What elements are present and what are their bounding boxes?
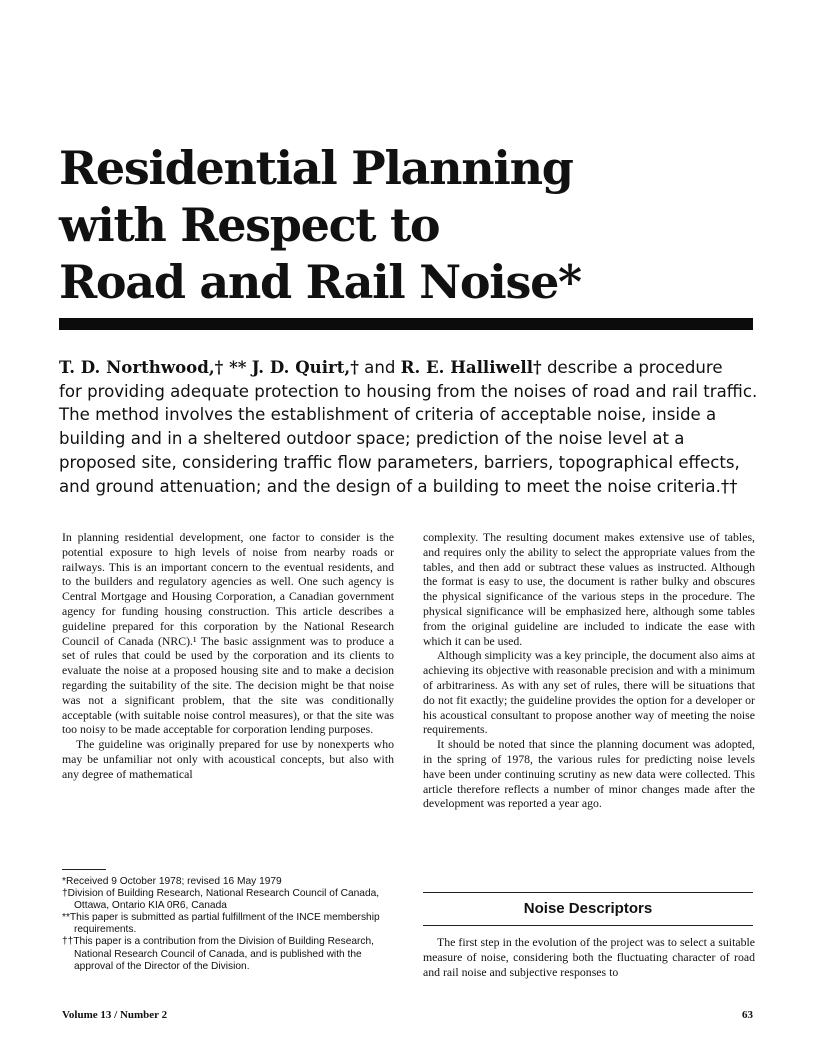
abstract-line: proposed site, considering traffic flow parameters, barriers, topographical effects,	[59, 452, 740, 472]
footnote: ††This paper is a contribution from the Division of Building Research, National Research Council of Canada, and is published with the approval of the Director of the Division.	[62, 936, 375, 972]
abstract	[59, 356, 759, 498]
body-paragraph: complexity. The resulting document makes extensive use of tables, and requires only the ability to select the appropriate values from the tables, and then add or subtract these values as instructed. Although the format is easy to use, the document is rather bulky and obscures the physical significance of the various steps in the procedure. The physical significance will be emphasized here, although some tables from the original guideline are included to indicate the ease with which it can be used.	[423, 530, 755, 648]
abstract-line: building and in a sheltered outdoor space; prediction of the noise level at a	[59, 429, 685, 449]
footer-volume: Volume 13 / Number 2	[62, 1009, 168, 1021]
title-rule	[59, 318, 753, 330]
page-number: 63	[742, 1009, 753, 1021]
section-heading: Noise Descriptors	[423, 892, 753, 926]
author-name: T. D. Northwood,† **	[59, 357, 247, 377]
body-column-right-continued	[423, 935, 755, 979]
footnote: †Division of Building Research, National Research Council of Canada, Ottawa, Ontario KIA 0R6, Canada	[62, 888, 380, 912]
body-column-right	[423, 530, 755, 811]
title-line: with Respect to	[59, 198, 440, 252]
title-line: Residential Planning	[59, 141, 573, 195]
title-line: Road and Rail Noise*	[59, 255, 581, 309]
abstract-line: and ground attenuation; and the design of a building to meet the noise criteria.††	[59, 476, 738, 496]
body-paragraph: Although simplicity was a key principle, the document also aims at achieving its objective with reasonable precision and with a minimum of arbitrariness. As with any set of rules, there will be situations that do not fit exactly; the guideline provides the option for a developer or his acoustical consultant to propose another way of meeting the noise requirements.	[423, 648, 755, 737]
body-paragraph: The first step in the evolution of the project was to select a suitable measure of noise, considering both the fluctuating character of road and rail noise and subjective responses to	[423, 935, 755, 979]
abstract-line: The method involves the establishment of criteria of acceptable noise, inside a	[59, 405, 717, 425]
footnote: *Received 9 October 1978; revised 16 May 1979	[62, 876, 282, 887]
footnote: **This paper is submitted as partial fulfillment of the INCE membership requirements.	[62, 912, 380, 936]
author-name: J. D. Quirt,†	[251, 357, 359, 377]
body-column-left	[62, 530, 394, 782]
conjunction: and	[364, 358, 396, 377]
abstract-text: describe a procedure	[546, 358, 723, 377]
footnote-rule	[62, 869, 106, 870]
body-paragraph: It should be noted that since the planning document was adopted, in the spring of 1978, the various rules for predicting noise levels have been under continuing scrutiny as new data were collected. This article therefore reflects a number of minor changes made after the development was reported a year ago.	[423, 737, 755, 811]
body-paragraph: The guideline was originally prepared for use by nonexperts who may be unfamiliar not only with acoustical concepts, but also with any degree of mathematical	[62, 737, 394, 781]
abstract-byline	[59, 356, 759, 380]
footnotes	[62, 876, 397, 973]
body-paragraph: In planning residential development, one factor to consider is the potential exposure to high levels of noise from nearby roads or railways. This is an important concern to the eventual residents, and to the builders and regulatory agencies as well. One such agency is Central Mortgage and Housing Corporation, a Canadian government agency for funding housing construction. This article describes a guideline prepared for this corporation by the National Research Council of Canada (NRC).¹ The basic assignment was to produce a set of rules that could be used by the corporation and its clients to evaluate the noise at a proposed housing site and to make a decision regarding the suitability of the site. The decision might be that noise was not a significant problem, that the site was conditionally acceptable (with suitable noise control measures), or that the site was too noisy to be made acceptable for corporation lending purposes.	[62, 530, 394, 737]
article-title	[59, 140, 679, 311]
abstract-line: for providing adequate protection to housing from the noises of road and rail traffic.	[59, 381, 758, 401]
author-name: R. E. Halliwell†	[400, 357, 542, 377]
